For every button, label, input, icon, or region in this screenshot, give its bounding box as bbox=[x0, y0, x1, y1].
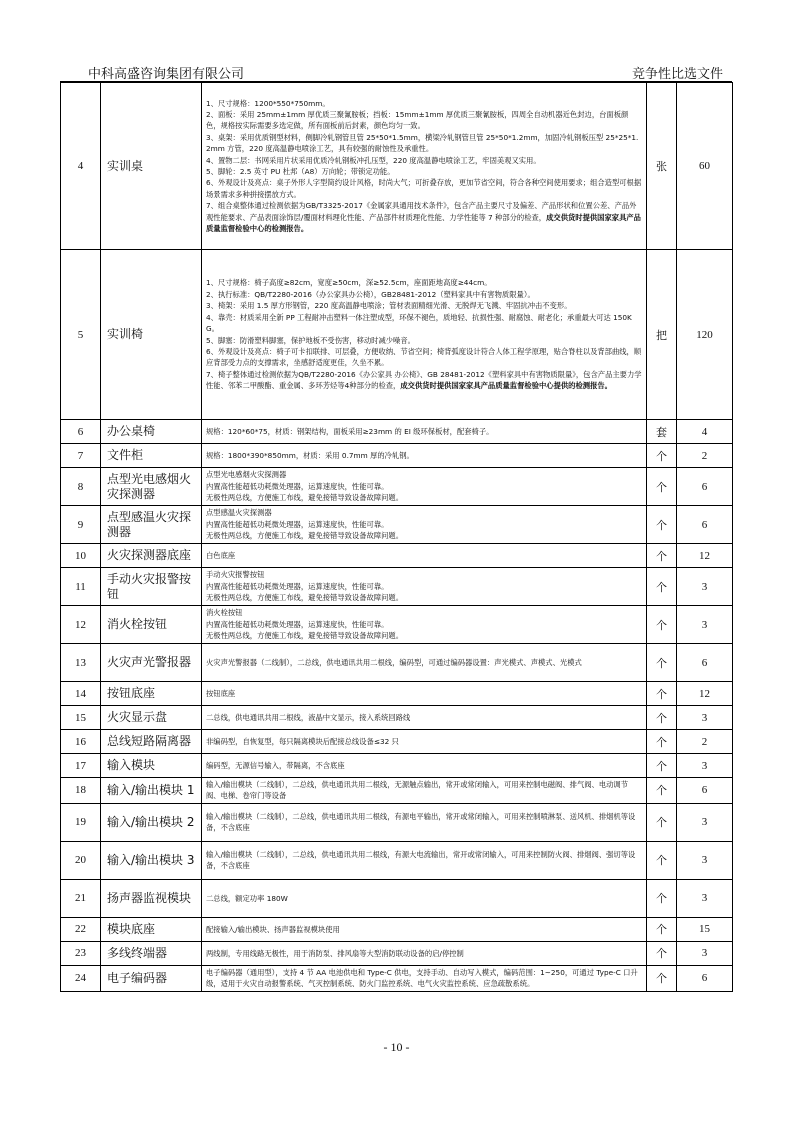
item-unit: 把 bbox=[647, 250, 677, 420]
spec-text: 输入/输出模块（二线制），二总线，供电通讯共用二根线，有源电平输出，常开或常闭输入，可用来控制喷淋泵、送风机、排烟机等设备，不含底座 bbox=[206, 811, 636, 833]
item-spec bbox=[202, 544, 647, 568]
table-row bbox=[61, 917, 733, 941]
row-number: 22 bbox=[61, 917, 101, 941]
item-quantity: 3 bbox=[677, 754, 733, 778]
row-number: 8 bbox=[61, 468, 101, 506]
table-row bbox=[61, 506, 733, 544]
spec-text: 消火栓按钮 内置高性能超低功耗微处理器，运算速度快，性能可靠。 无极性两总线，方便施工布线，避免接错导致设备故障问题。 bbox=[206, 608, 404, 641]
company-name: 中科高盛咨询集团有限公司 bbox=[88, 67, 245, 82]
item-spec bbox=[202, 444, 647, 468]
item-quantity: 6 bbox=[677, 506, 733, 544]
spec-text: 编码型，无源信号输入，带隔离，不含底座 bbox=[206, 760, 345, 770]
item-unit: 个 bbox=[647, 841, 677, 879]
item-unit: 个 bbox=[647, 941, 677, 965]
item-quantity: 6 bbox=[677, 965, 733, 991]
row-number: 12 bbox=[61, 606, 101, 644]
item-unit: 张 bbox=[647, 83, 677, 250]
spec-text: 手动火灾报警按钮 内置高性能超低功耗微处理器，运算速度快，性能可靠。 无极性两总线，方便施工布线，避免接错导致设备故障问题。 bbox=[206, 570, 404, 603]
item-spec bbox=[202, 917, 647, 941]
row-number: 6 bbox=[61, 420, 101, 444]
item-spec bbox=[202, 730, 647, 754]
spec-text: 火灾声光警报器（二线制），二总线，供电通讯共用二根线，编码型，可通过编码器设置：声光模式、声模式、光模式 bbox=[206, 657, 582, 667]
spec-text: 点型感温火灾探测器 内置高性能超低功耗微处理器，运算速度快，性能可靠。 无极性两总线，方便施工布线，避免接错导致设备故障问题。 bbox=[206, 508, 404, 541]
item-spec bbox=[202, 606, 647, 644]
document-type: 竞争性比选文件 bbox=[631, 67, 723, 82]
item-name: 扬声器监视模块 bbox=[101, 879, 202, 917]
row-number: 14 bbox=[61, 682, 101, 706]
item-quantity: 4 bbox=[677, 420, 733, 444]
item-unit: 个 bbox=[647, 544, 677, 568]
item-name: 消火栓按钮 bbox=[101, 606, 202, 644]
item-spec bbox=[202, 568, 647, 606]
spec-text: 输入/输出模块（二线制），二总线，供电通讯共用二根线，有源大电流输出，常开或常闭输入，可用来控制防火阀、排烟阀、强切等设备，不含底座 bbox=[206, 849, 636, 871]
item-spec bbox=[202, 941, 647, 965]
item-spec bbox=[202, 803, 647, 841]
row-number: 21 bbox=[61, 879, 101, 917]
row-number: 17 bbox=[61, 754, 101, 778]
item-quantity: 120 bbox=[677, 250, 733, 420]
table-row bbox=[61, 730, 733, 754]
table-row bbox=[61, 965, 733, 991]
spec-text: 白色底座 bbox=[206, 550, 236, 560]
item-unit: 个 bbox=[647, 706, 677, 730]
item-name: 输入/输出模块 1 bbox=[101, 778, 202, 804]
spec-text: 二总线，供电通讯共用二根线，液晶中文显示，接入系统回路线 bbox=[206, 712, 411, 722]
item-quantity: 3 bbox=[677, 803, 733, 841]
item-unit: 个 bbox=[647, 568, 677, 606]
item-quantity: 60 bbox=[677, 83, 733, 250]
equipment-table-body bbox=[61, 83, 733, 992]
spec-text: 二总线，额定功率 180W bbox=[206, 893, 288, 903]
spec-text: 规格：120*60*75，材质：钢架结构，面板采用≥23mm 的 EI 级环保板材，配套椅子。 bbox=[206, 426, 494, 436]
spec-text: 规格：1800*390*850mm，材质：采用 0.7mm 厚的冷轧钢。 bbox=[206, 450, 414, 460]
item-name: 按钮底座 bbox=[101, 682, 202, 706]
item-quantity: 6 bbox=[677, 644, 733, 682]
item-name: 输入模块 bbox=[101, 754, 202, 778]
spec-text: 1、尺寸规格：1200*550*750mm。 2、面板：采用 25mm±1mm 厚优质三聚氰胺板；挡板：15mm±1mm 厚优质三聚氰胺板，四周全自动机器近色封边，台面板颜色，规格按实际需要多选定做，所有面板前后封素，颜色均匀一致。 3、桌架：采用优质钢型材料，侧脚冷轧钢管旦管 25*50*1.5mm，横梁冷轧钢管旦管 25*50*1.2mm，加固冷轧钢板压型 25*25*1.2mm 方管，220 度高温静电喷涂工艺，具有较强的耐蚀性及承重性。 4、置物二层：书网采用片状采用优质冷轧钢板冲孔压型，220 度高温静电喷涂工艺，牢固美观又实用。 5、脚轮：2.5 英寸 PU 杜邦（A8）万向轮；带锁定功能。 6、外观设计及亮点：桌子外形人字型简约设计风格，时尚大气；可折叠存放，更加节省空间，符合各种空间使用要求；组合造型可根据场景需求多种拼接摆放方式。 7、组合桌整体通过检测依据为GB/T3325-2017《金属家具通用技术条件》，包含产品主要尺寸及偏差、产品形状和位置公差、产品外观性能要求、产品表面涂饰层/覆面材料理化性能、产品部件材质理化性能、力学性能等 7 种部分的检查， bbox=[206, 98, 642, 222]
row-number: 7 bbox=[61, 444, 101, 468]
item-unit: 个 bbox=[647, 879, 677, 917]
page-header bbox=[88, 63, 723, 83]
item-quantity: 3 bbox=[677, 706, 733, 730]
item-spec bbox=[202, 250, 647, 420]
item-quantity: 2 bbox=[677, 730, 733, 754]
item-name: 总线短路隔离器 bbox=[101, 730, 202, 754]
item-spec bbox=[202, 754, 647, 778]
spec-text: 1、尺寸规格：椅子高度≥82cm，宽度≥50cm，深≥52.5cm，座面距地高度≥44cm。 2、执行标准：QB/T2280-2016（办公家具办公椅），GB28481-2012（塑料家具中有害物质限量）。 3、椅架：采用 1.5 厚方形钢管，220 度高温静电喷涂；管材表面精细光滑、无脱焊无飞溅、牢固抗冲击不变形。 4、靠壳：材质采用全新 PP 工程耐冲击塑料一体注塑成型，环保不褪色，质地轻、抗损性强、耐腐蚀、耐老化；承重最大可达 150KG。 5、脚塞：防滑塑料脚塞，保护地板不受伤害，移动时减少噪音。 6、外观设计及亮点：椅子可卡扣联排、可层叠，方便收纳、节省空间；椅背弧度设计符合人体工程学原理，贴合脊柱以及背部曲线，顺应背部受力点的支撑需求，坐感舒适度更佳，久坐不累。 7、椅子整体通过检测依据为QB/T2280-2016《办公家具 办公椅》、GB 28481-2012《塑料家具中有害物质限量》，包含产品主要力学性能、邻苯二甲酸酯、重金属、多环芳烃等4种部分的检查， bbox=[206, 278, 642, 391]
spec-text: 非编码型，自恢复型，每只隔离模块后配接总线设备≤32 只 bbox=[206, 736, 399, 746]
row-number: 20 bbox=[61, 841, 101, 879]
table-row bbox=[61, 841, 733, 879]
table-row bbox=[61, 941, 733, 965]
item-spec bbox=[202, 83, 647, 250]
table-row bbox=[61, 778, 733, 804]
item-quantity: 2 bbox=[677, 444, 733, 468]
item-name: 模块底座 bbox=[101, 917, 202, 941]
item-unit: 个 bbox=[647, 644, 677, 682]
item-name: 点型感温火灾探测器 bbox=[101, 506, 202, 544]
table-row bbox=[61, 754, 733, 778]
item-unit: 个 bbox=[647, 803, 677, 841]
row-number: 11 bbox=[61, 568, 101, 606]
item-quantity: 12 bbox=[677, 544, 733, 568]
item-spec bbox=[202, 682, 647, 706]
row-number: 4 bbox=[61, 83, 101, 250]
table-row bbox=[61, 444, 733, 468]
item-name: 实训桌 bbox=[101, 83, 202, 250]
row-number: 15 bbox=[61, 706, 101, 730]
table-row bbox=[61, 879, 733, 917]
table-row bbox=[61, 420, 733, 444]
item-name: 文件柜 bbox=[101, 444, 202, 468]
spec-text: 输入/输出模块（二线制），二总线，供电通讯共用二根线，无源触点输出，常开或常闭输入，可用来控制电磁阀、排气阀、电动调节阀、电梯、卷帘门等设备 bbox=[206, 780, 629, 801]
spec-text: 按钮底座 bbox=[206, 688, 236, 698]
item-name: 火灾显示盘 bbox=[101, 706, 202, 730]
row-number: 5 bbox=[61, 250, 101, 420]
table-row bbox=[61, 682, 733, 706]
table-row bbox=[61, 568, 733, 606]
item-unit: 个 bbox=[647, 730, 677, 754]
table-row bbox=[61, 544, 733, 568]
page-number: - 10 - bbox=[383, 1040, 410, 1054]
item-spec bbox=[202, 778, 647, 804]
item-unit: 个 bbox=[647, 444, 677, 468]
row-number: 19 bbox=[61, 803, 101, 841]
item-unit: 个 bbox=[647, 917, 677, 941]
spec-bold-text: 成交供货时提供国家家具产品质量监督检验中心的检测报告。 bbox=[206, 212, 641, 234]
spec-text: 电子编码器（通用型），支持 4 节 AA 电池供电和 Type-C 供电，支持手动、自动写入模式，编码范围：1~250，可通过 Type-C 口升级，适用于火灾自动报警系统、气灭控制系统、防火门监控系统、电气火灾监控系统、应急疏散系统。 bbox=[206, 967, 638, 989]
item-unit: 个 bbox=[647, 606, 677, 644]
table-row bbox=[61, 606, 733, 644]
item-name: 点型光电感烟火灾探测器 bbox=[101, 468, 202, 506]
item-name: 办公桌椅 bbox=[101, 420, 202, 444]
item-spec bbox=[202, 706, 647, 730]
item-name: 火灾声光警报器 bbox=[101, 644, 202, 682]
item-name: 实训椅 bbox=[101, 250, 202, 420]
row-number: 23 bbox=[61, 941, 101, 965]
item-quantity: 3 bbox=[677, 841, 733, 879]
item-unit: 个 bbox=[647, 468, 677, 506]
item-name: 输入/输出模块 2 bbox=[101, 803, 202, 841]
table-row bbox=[61, 83, 733, 250]
row-number: 9 bbox=[61, 506, 101, 544]
spec-text: 配接输入/输出模块、扬声器监视模块使用 bbox=[206, 924, 340, 934]
item-name: 输入/输出模块 3 bbox=[101, 841, 202, 879]
item-spec bbox=[202, 420, 647, 444]
item-name: 火灾探测器底座 bbox=[101, 544, 202, 568]
item-spec bbox=[202, 879, 647, 917]
item-quantity: 3 bbox=[677, 879, 733, 917]
item-unit: 个 bbox=[647, 754, 677, 778]
row-number: 18 bbox=[61, 778, 101, 804]
row-number: 13 bbox=[61, 644, 101, 682]
row-number: 24 bbox=[61, 965, 101, 991]
item-quantity: 3 bbox=[677, 606, 733, 644]
table-row bbox=[61, 468, 733, 506]
table-row bbox=[61, 706, 733, 730]
item-quantity: 15 bbox=[677, 917, 733, 941]
item-unit: 个 bbox=[647, 778, 677, 804]
row-number: 16 bbox=[61, 730, 101, 754]
equipment-table bbox=[60, 82, 733, 992]
spec-text: 点型光电感烟火灾探测器 内置高性能超低功耗微处理器，运算速度快，性能可靠。 无极性两总线，方便施工布线，避免接错导致设备故障问题。 bbox=[206, 470, 404, 503]
table-row bbox=[61, 644, 733, 682]
item-unit: 个 bbox=[647, 682, 677, 706]
table-row bbox=[61, 250, 733, 420]
item-spec bbox=[202, 965, 647, 991]
item-spec bbox=[202, 468, 647, 506]
item-name: 多线终端器 bbox=[101, 941, 202, 965]
item-quantity: 12 bbox=[677, 682, 733, 706]
item-name: 电子编码器 bbox=[101, 965, 202, 991]
item-quantity: 3 bbox=[677, 941, 733, 965]
item-spec bbox=[202, 644, 647, 682]
item-name: 手动火灾报警按钮 bbox=[101, 568, 202, 606]
item-spec bbox=[202, 841, 647, 879]
item-quantity: 3 bbox=[677, 568, 733, 606]
item-quantity: 6 bbox=[677, 778, 733, 804]
item-quantity: 6 bbox=[677, 468, 733, 506]
item-unit: 个 bbox=[647, 965, 677, 991]
item-spec bbox=[202, 506, 647, 544]
item-unit: 个 bbox=[647, 506, 677, 544]
table-row bbox=[61, 803, 733, 841]
spec-text: 两线制，专用线路无极性，用于消防泵、排风扇等大型消防联动设备的启/停控制 bbox=[206, 948, 464, 958]
spec-bold-text: 成交供货时提供国家家具产品质量监督检验中心提供的检测报告。 bbox=[400, 381, 612, 391]
item-unit: 套 bbox=[647, 420, 677, 444]
row-number: 10 bbox=[61, 544, 101, 568]
